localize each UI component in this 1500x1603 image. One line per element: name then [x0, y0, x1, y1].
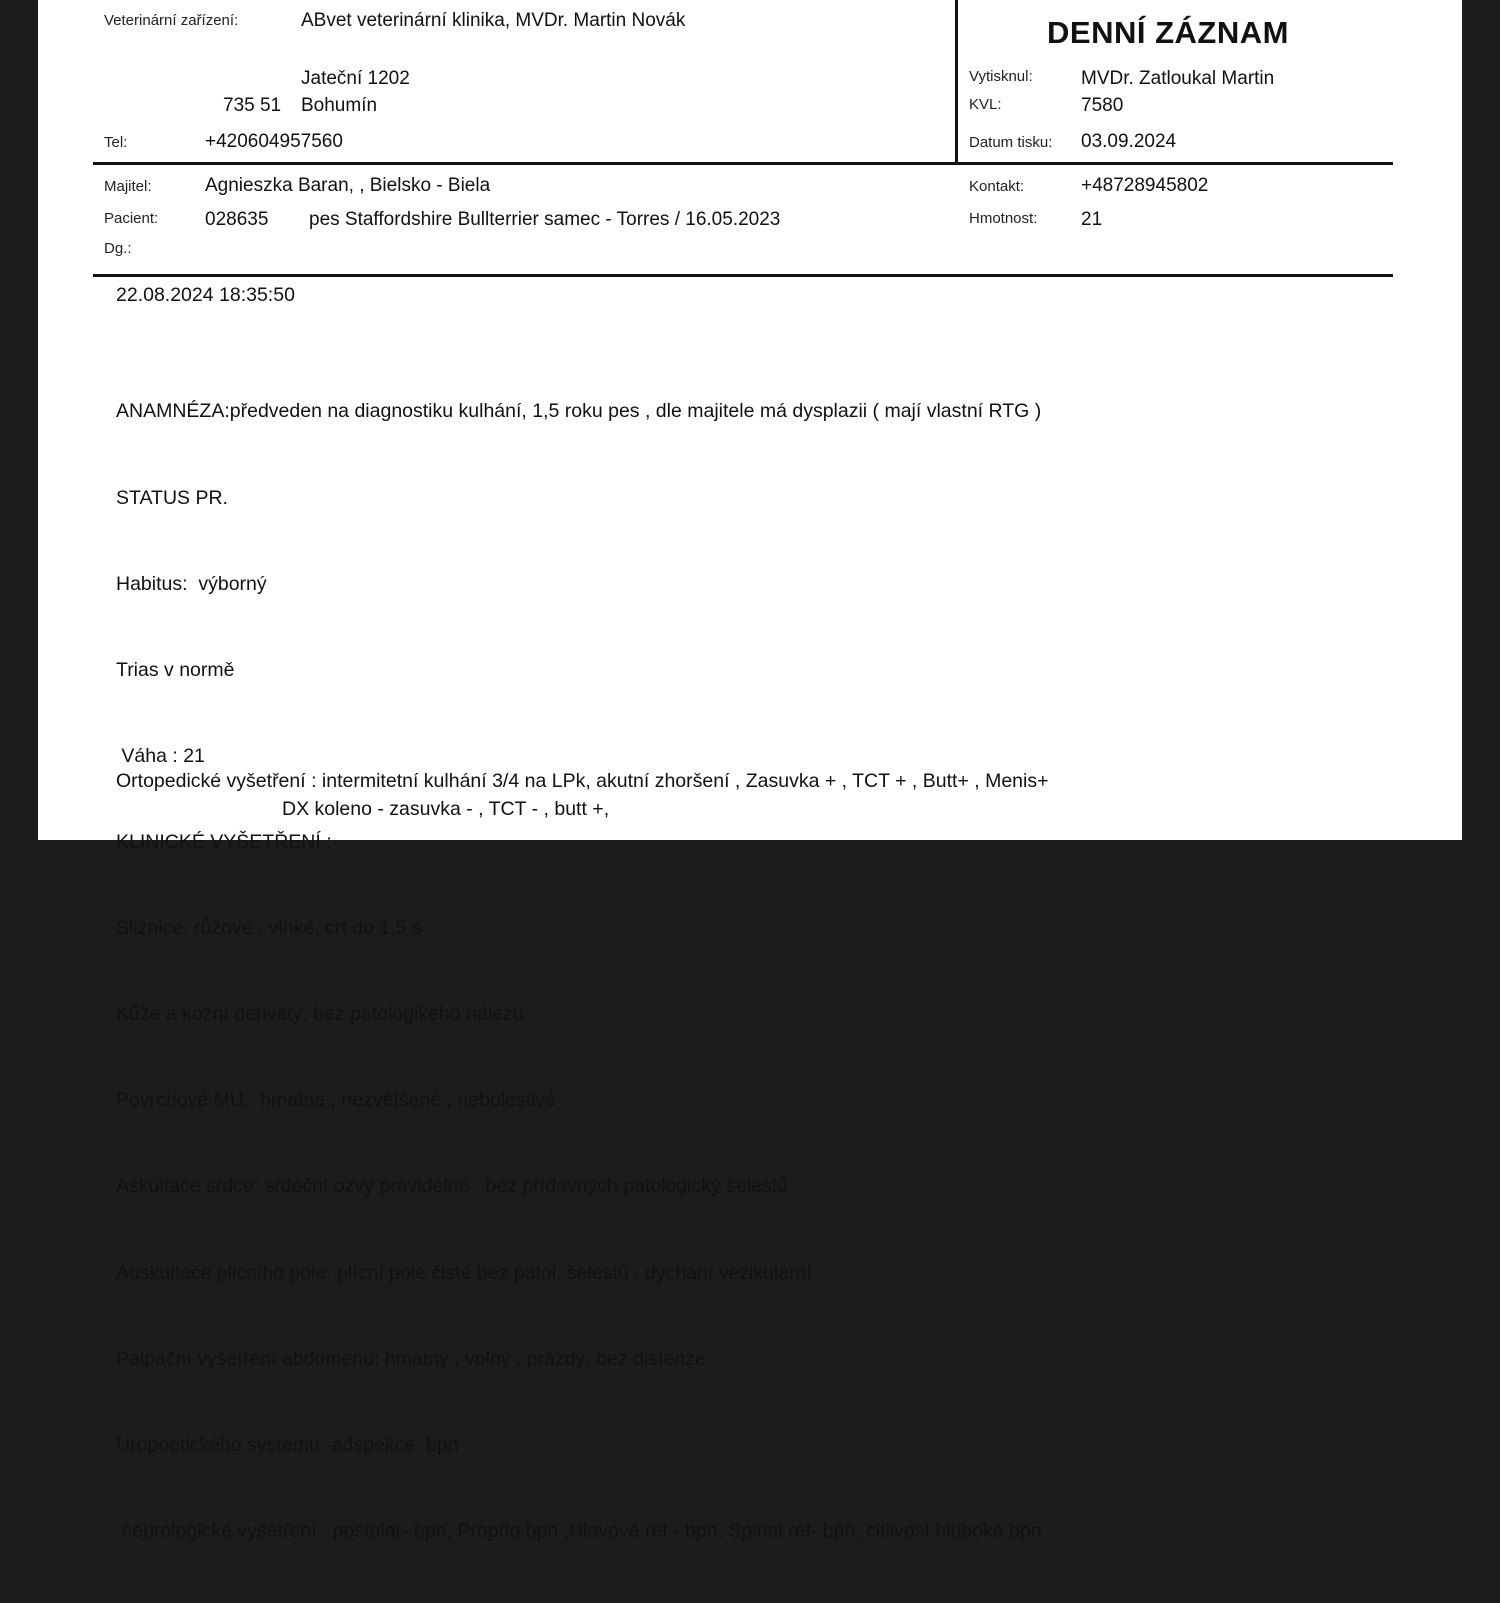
patient-label: Pacient:: [104, 210, 159, 227]
owner-label: Majitel:: [104, 178, 152, 195]
patient-description: pes Staffordshire Bullterrier samec - Torres / 16.05.2023: [309, 209, 781, 230]
record-line: Povrchové MU: hmatné , nezvětšené , nebolestivé: [116, 1089, 557, 1112]
record-line: Palpační vyšetření abdomenu: hmatný , volný , prázdý, bez distenze: [116, 1347, 706, 1370]
facility-street: Jateční 1202: [301, 68, 410, 89]
facility-zip: 735 51: [223, 95, 282, 116]
kvl-value: 7580: [1081, 95, 1124, 116]
record-line: Kůže a kožní deriváty: bez patologikého nálezu: [116, 1003, 524, 1026]
record-line: Askultace srdce: srdeční ozvy pravidelné , bez přídavných patologický šelestů: [116, 1175, 789, 1198]
facility-label: Veterinární zařízení:: [104, 12, 239, 29]
weight-value: 21: [1081, 209, 1103, 230]
print-date-value: 03.09.2024: [1081, 131, 1177, 152]
contact-value: +48728945802: [1081, 175, 1209, 196]
record-line: KLINICKÉ VYŠETŘENÍ :: [116, 830, 332, 853]
record-body: [116, 340, 1042, 1603]
kvl-label: KVL:: [969, 96, 1002, 113]
record-line: STATUS PR.: [116, 486, 228, 509]
page-title: DENNÍ ZÁZNAM: [1047, 15, 1289, 50]
patient-id: 028635: [205, 209, 269, 230]
record-line: Sliznice: růžové , vlhké, crt do 1,5 s: [116, 917, 422, 940]
record-line: ANAMNÉZA:předveden na diagnostiku kulhání, 1,5 roku pes , dle majitele má dysplazii ( mají vlastní RTG ): [116, 400, 1042, 423]
header-divider: [955, 0, 958, 162]
record-line: Auskultace plicního pole: plícní pole čisté bez patol. šelestů , dýchání vezikulární: [116, 1261, 812, 1284]
record-line: neurologické vyšetření : postular- bpn, Proprio bpn ,Hlavové ref.- bpn, Spinal ref- bpn, citlivost hluboká bpn: [116, 1519, 1042, 1542]
owner-rule: [93, 274, 1393, 277]
record-line: Váha : 21: [116, 744, 205, 767]
print-date-label: Datum tisku:: [969, 134, 1053, 151]
record-datetime: 22.08.2024 18:35:50: [116, 284, 295, 306]
facility-city: Bohumín: [301, 95, 378, 116]
ortho-exam-line: Ortopedické vyšetření : intermitetní kulhání 3/4 na LPk, akutní zhoršení , Zasuvka + , TCT + , Butt+ , Menis+: [116, 770, 1049, 792]
tel-value: +420604957560: [205, 131, 343, 152]
record-line: Uropoetického systému -adspekce: bpn: [116, 1433, 459, 1456]
weight-label: Hmotnost:: [969, 210, 1038, 227]
contact-label: Kontakt:: [969, 178, 1025, 195]
printed-by-value: MVDr. Zatloukal Martin: [1081, 68, 1275, 89]
record-line: Habitus: výborný: [116, 572, 267, 595]
tel-label: Tel:: [104, 134, 128, 151]
ortho-dx-line: DX koleno - zasuvka - , TCT - , butt +,: [282, 798, 610, 820]
facility-name: ABvet veterinární klinika, MVDr. Martin Novák: [301, 10, 686, 31]
owner-value: Agnieszka Baran, , Bielsko - Biela: [205, 175, 491, 196]
record-line: Trias v normě: [116, 658, 235, 681]
document-page: [38, 0, 1462, 1542]
printed-by-label: Vytisknul:: [969, 68, 1033, 85]
diagnosis-label: Dg.:: [104, 240, 132, 257]
header-rule: [93, 162, 1393, 165]
